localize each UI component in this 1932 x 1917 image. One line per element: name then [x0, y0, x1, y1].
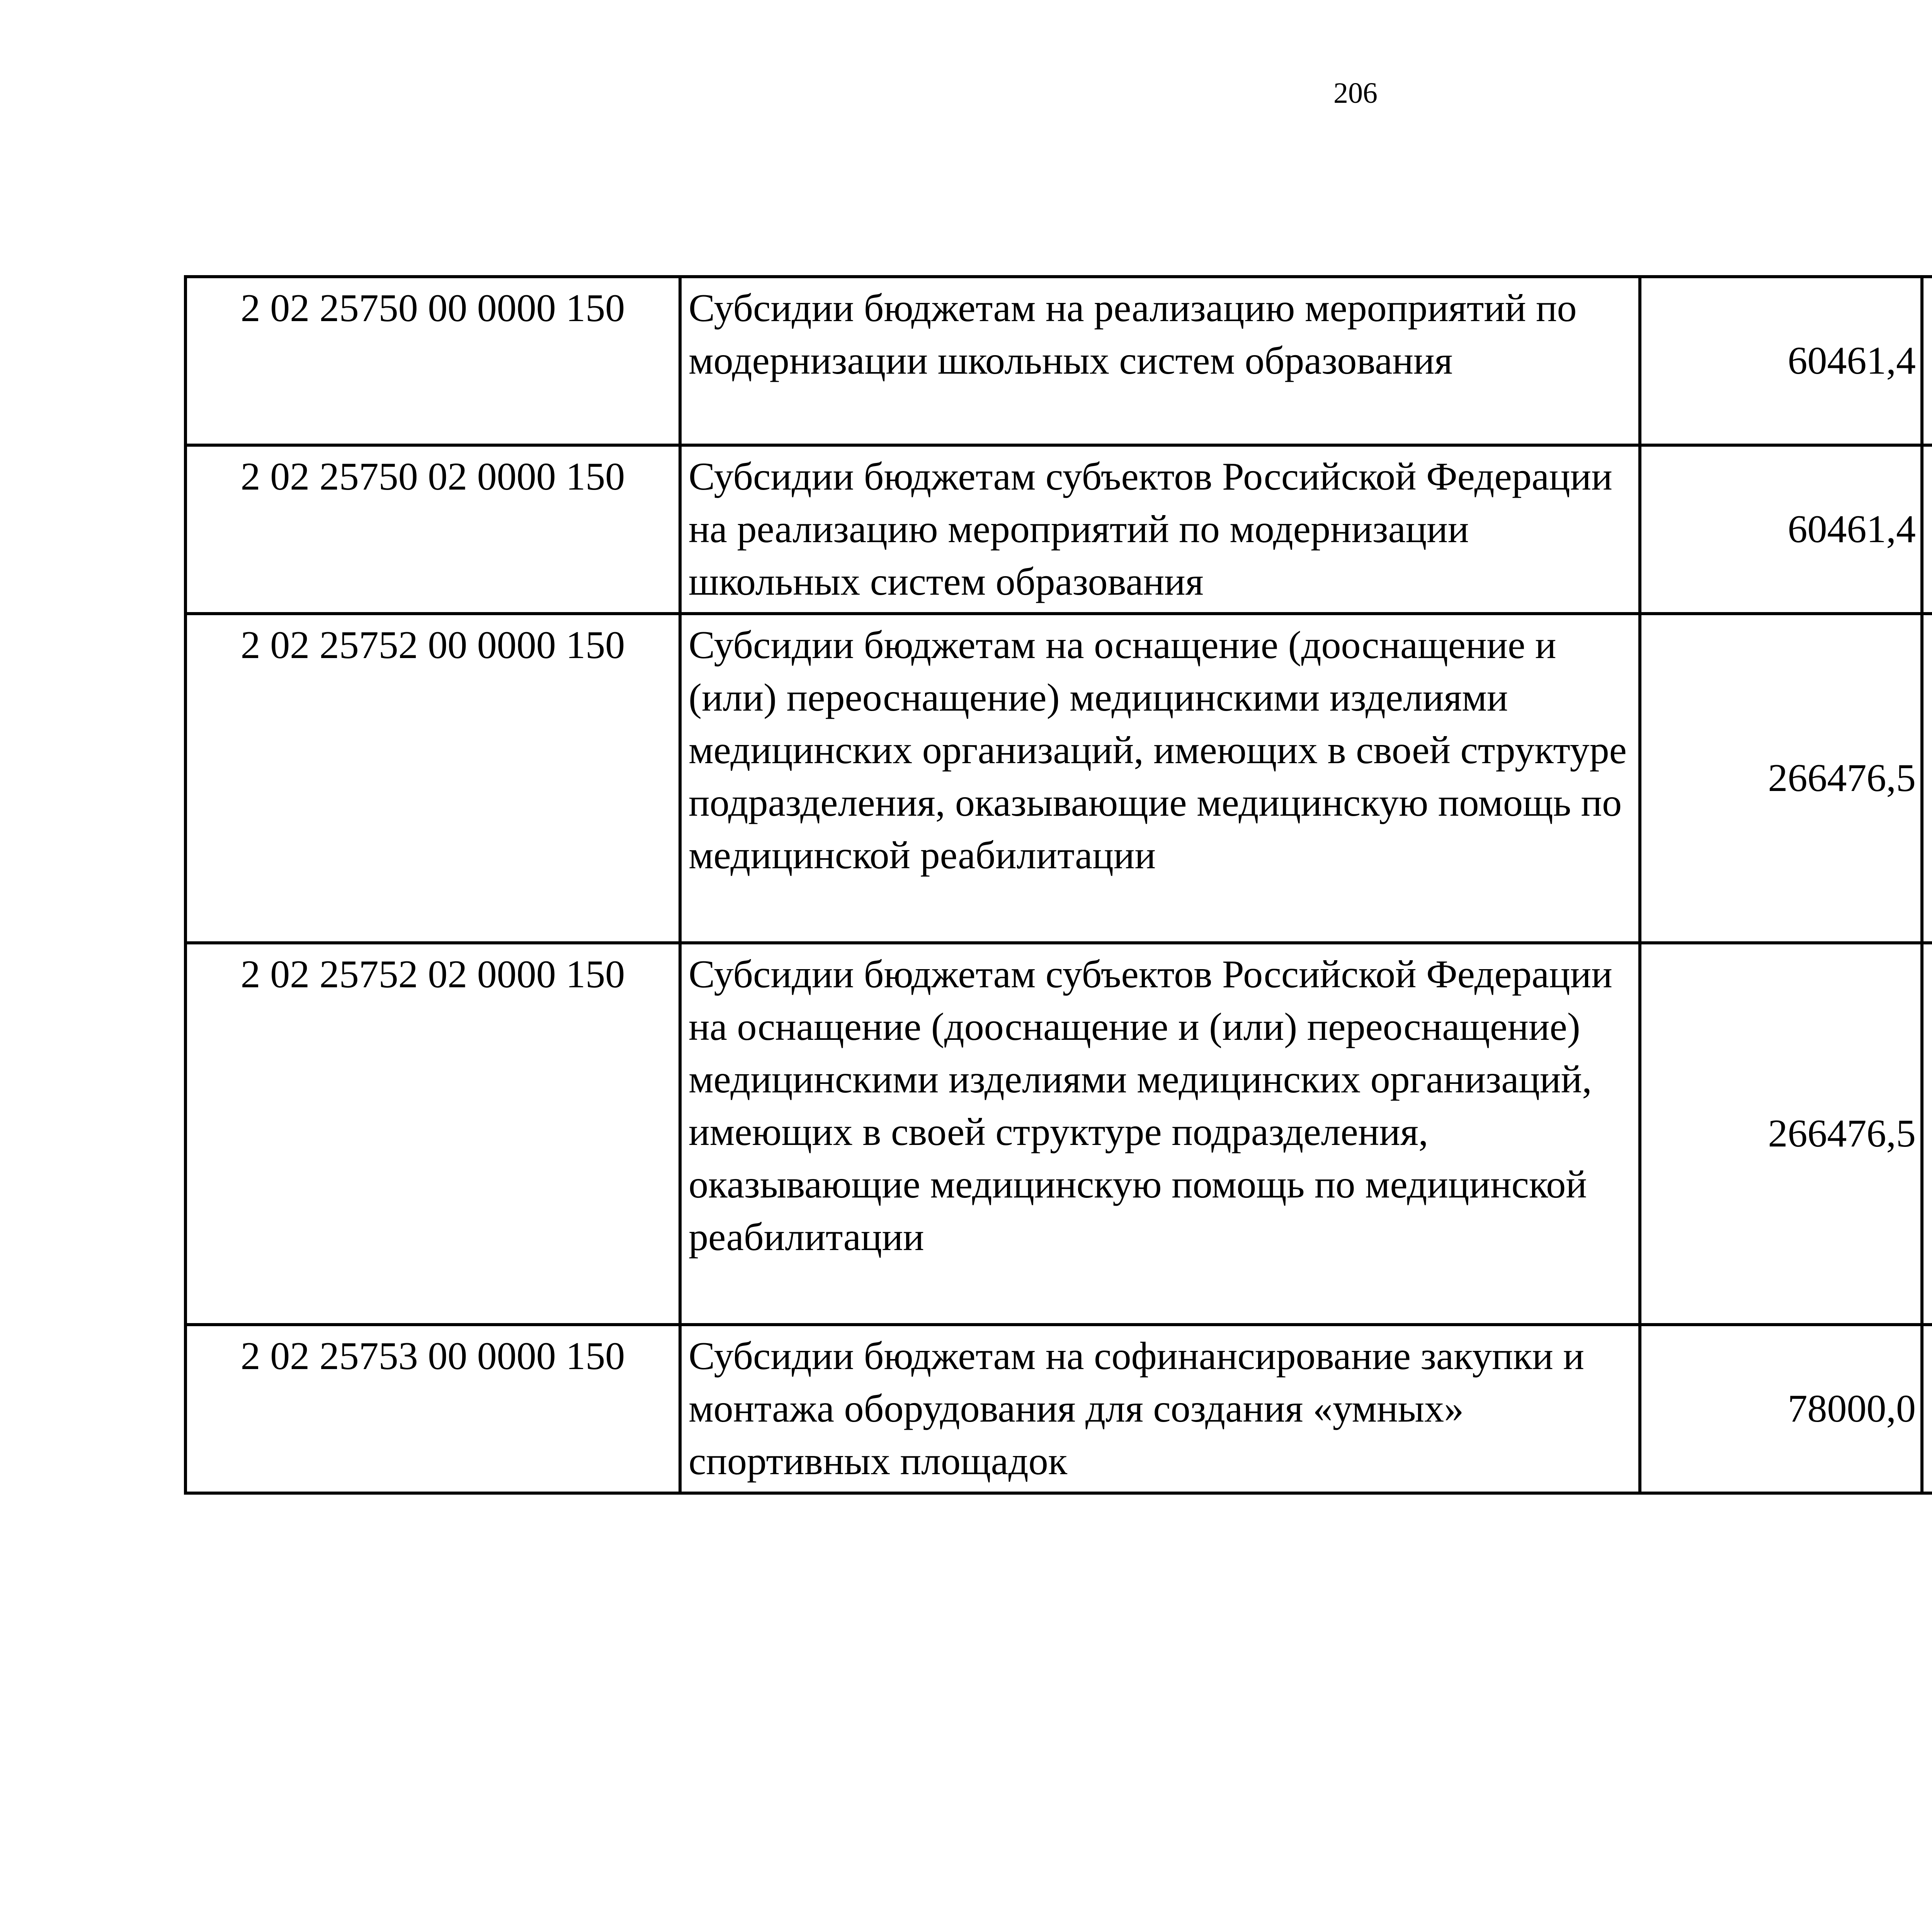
row-value-2-cell	[1922, 1325, 1932, 1493]
row-value-2-cell	[1922, 943, 1932, 1325]
row-name-cell: Субсидии бюджетам на оснащение (дооснащение и (или) переоснащение) медицинскими изделиями медицинских организаций, имеющих в своей структуре подразделения, оказывающие медицинскую помощь по медицинской реабилитации	[680, 614, 1640, 943]
row-value-1-cell: 266476,5	[1640, 614, 1922, 943]
table-row	[185, 943, 1932, 1325]
row-code-cell: 2 02 25752 00 0000 150	[185, 614, 680, 943]
budget-revenue-table	[184, 275, 1932, 1495]
row-code-cell: 2 02 25750 00 0000 150	[185, 277, 680, 445]
row-code-cell: 2 02 25750 02 0000 150	[185, 445, 680, 614]
row-name-cell: Субсидии бюджетам на софинансирование закупки и монтажа оборудования для создания «умных» спортивных площадок	[680, 1325, 1640, 1493]
table-row	[185, 277, 1932, 445]
row-name-cell: Субсидии бюджетам субъектов Российской Федерации на реализацию мероприятий по модернизации школьных систем образования	[680, 445, 1640, 614]
row-value-1-cell: 266476,5	[1640, 943, 1922, 1325]
table-row	[185, 445, 1932, 614]
row-value-1-cell: 78000,0	[1640, 1325, 1922, 1493]
row-value-2-cell	[1922, 614, 1932, 943]
row-name-cell: Субсидии бюджетам субъектов Российской Федерации на оснащение (дооснащение и (или) переоснащение) медицинскими изделиями медицинских организаций, имеющих в своей структуре подразделения, оказывающие медицинскую помощь по медицинской реабилитации	[680, 943, 1640, 1325]
row-code-cell: 2 02 25752 02 0000 150	[185, 943, 680, 1325]
table-row	[185, 1325, 1932, 1493]
row-value-1-cell: 60461,4	[1640, 445, 1922, 614]
row-name-cell: Субсидии бюджетам на реализацию мероприятий по модернизации школьных систем образования	[680, 277, 1640, 445]
row-value-1-cell: 60461,4	[1640, 277, 1922, 445]
row-value-2-cell	[1922, 277, 1932, 445]
row-code-cell: 2 02 25753 00 0000 150	[185, 1325, 680, 1493]
row-value-2-cell	[1922, 445, 1932, 614]
table-row	[185, 614, 1932, 943]
page-number: 206	[1333, 77, 1378, 109]
